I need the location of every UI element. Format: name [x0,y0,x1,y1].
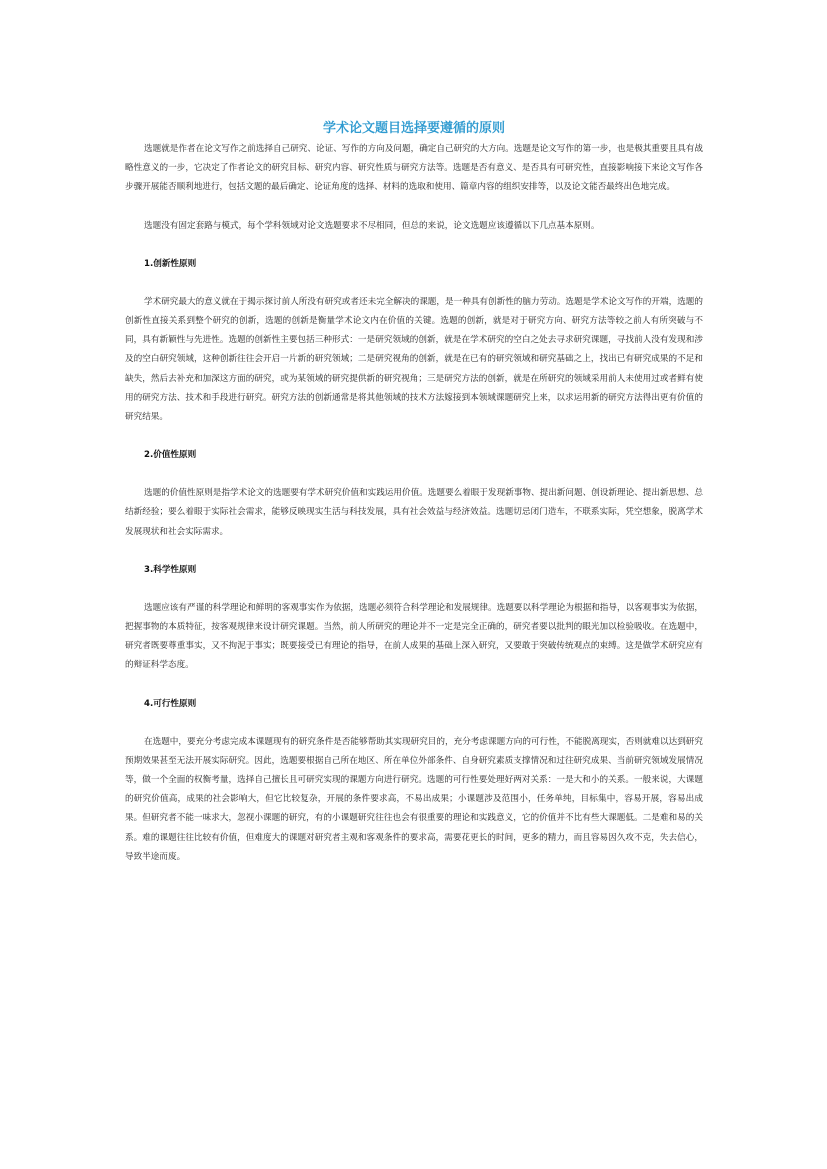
page-title: 学术论文题目选择要遵循的原则 [322,121,505,136]
principles-intro-paragraph: 选题没有固定套路与模式，每个学科领域对论文选题要求不尽相同，但总的来说，论文选题应该遵循以下几点基本原则。 [144,220,600,231]
section-body-value: 选题的价值性原则是指学术论文的选题要有学术研究价值和实践运用价值。选题要么着眼于发现新事物、提出新问题、创设新理论、提出新思想、总结新经验；要么着眼于实际社会需求，能够反映现实生活与科技发展，具有社会效益与经济效益。选题切忌闭门造车，不联系实际，凭空想象，脱离学术发展现状和社会实际需求。 [125,488,703,537]
section-heading-feasibility: 4.可行性原则 [144,698,197,709]
spacer [125,465,703,484]
section-body-feasibility: 在选题中，要充分考虑完成本课题现有的研究条件是否能够帮助其实现研究目的，充分考虑课题方向的可行性，不能脱离现实，否则就难以达到研究预期效果甚至无法开展实际研究。因此，选题要根据自己所在地区、所在单位外部条件、自身研究素质支撑情况和过往研究成果、当前研究领域发展情况等，做一个全面的权衡考量，选择自己擅长且可研究实现的课题方向进行研究。选题的可行性要处理好两对关系：一是大和小的关系。一般来说，大课题的研究价值高，成果的社会影响大，但它比较复杂，开展的条件要求高，不易出成果；小课题涉及范围小，任务单纯，目标集中，容易开展，容易出成果。但研究者不能一味求大，忽视小课题的研究，有的小课题研究往往也会有很重要的理论和实践意义，它的价值并不比有些大课题低。二是难和易的关系。难的课题往往比较有价值，但难度大的课题对研究者主观和客观条件的要求高，需要花更长的时间，更多的精力，而且容易因久攻不克，失去信心，导致半途而废。 [125,736,703,862]
spacer [125,676,703,695]
spacer [125,198,703,217]
section-heading-value: 2.价值性原则 [144,450,197,461]
spacer [125,714,703,733]
spacer [125,274,703,293]
section-heading-innovation: 1.创新性原则 [144,258,197,269]
spacer [125,542,703,561]
spacer [125,427,703,446]
section-heading-scientific: 3.科学性原则 [144,564,197,575]
document-body [125,120,703,867]
intro-paragraph: 选题就是作者在论文写作之前选择自己研究、论证、写作的方向及问题，确定自己研究的大方向。选题是论文写作的第一步，也是极其重要且具有战略性意义的一步，它决定了作者论文的研究目标、研究内容、研究性质与研究方法等。选题是否有意义、是否具有可研究性，直接影响接下来论文写作各步骤开展能否顺利地进行，包括文题的最后确定、论证角度的选择、材料的选取和使用、篇章内容的组织安排等，以及论文能否最终出色地完成。 [125,144,703,193]
section-body-scientific: 选题应该有严谨的科学理论和鲜明的客观事实作为依据，选题必须符合科学理论和发展规律。选题要以科学理论为根据和指导，以客观事实为依据，把握事物的本质特征，按客观规律来设计研究课题。当然，前人所研究的理论并不一定是完全正确的，研究者要以批判的眼光加以检验吸收。在选题中，研究者既要尊重事实，又不拘泥于事实；既要接受已有理论的指导，在前人成果的基础上深入研究，又要敢于突破传统观点的束缚。这是做学术研究应有的辩证科学态度。 [125,602,703,671]
spacer [125,236,703,255]
spacer [125,580,703,599]
section-body-innovation: 学术研究最大的意义就在于揭示探讨前人所没有研究或者还未完全解决的课题，是一种具有创新性的脑力劳动。选题是学术论文写作的开端，选题的创新性直接关系到整个研究的创新，选题的创新是衡量学术论文内在价值的关键。选题的创新，就是对于研究方向、研究方法等较之前人有所突破与不同，具有新颖性与先进性。选题的创新性主要包括三种形式：一是研究领域的创新，就是在学术研究的空白之处去寻求研究课题，寻找前人没有发现和涉及的空白研究领域，这种创新往往会开启一片新的研究领域；二是研究视角的创新，就是在已有的研究领域和研究基础之上，找出已有研究成果的不足和缺失，然后去补充和加深这方面的研究，或为某领域的研究提供新的研究视角；三是研究方法的创新，就是在所研究的领域采用前人未使用过或者鲜有使用的研究方法、技术和手段进行研究。研究方法的创新通常是将其他领域的技术方法嫁接到本领域课题研究上来，以求运用新的研究方法得出更有价值的研究结果。 [125,296,703,423]
